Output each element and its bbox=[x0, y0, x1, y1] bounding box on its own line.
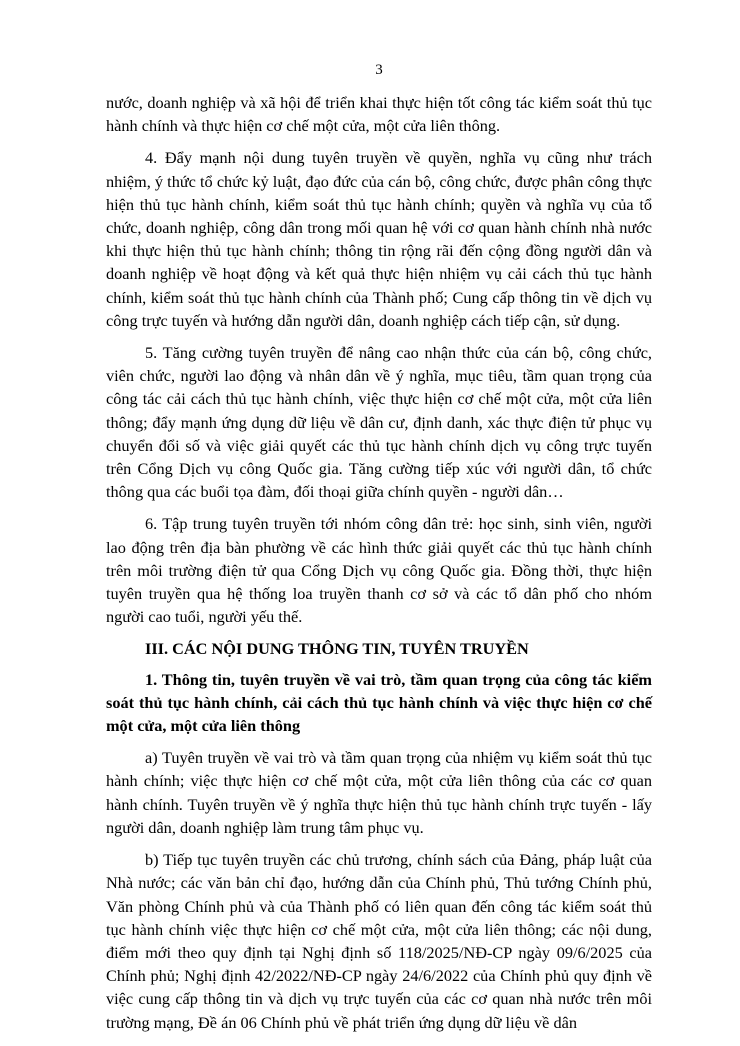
page-number: 3 bbox=[375, 62, 383, 78]
paragraph-item-6: 6. Tập trung tuyên truyền tới nhóm công dân trẻ: học sinh, sinh viên, người lao động trên địa bàn phường về các hình thức giải quyết các thủ tục hành chính trên môi trường điện tử qua Cổng Dịch vụ công Quốc gia. Đồng thời, thực hiện tuyên truyền qua hệ thống loa truyền thanh cơ sở và các tổ dân phố cho nhóm người cao tuổi, người yếu thế. bbox=[106, 514, 652, 627]
paragraph-item-b: b) Tiếp tục tuyên truyền các chủ trương, chính sách của Đảng, pháp luật của Nhà nước; các văn bản chỉ đạo, hướng dẫn của Chính phủ, Thủ tướng Chính phủ, Văn phòng Chính phủ và của Thành phố có liên quan đến công tác kiểm soát thủ tục hành chính việc thực hiện cơ chế một cửa, một cửa liên thông; các nội dung, điểm mới theo quy định tại Nghị định số 118/2025/NĐ-CP ngày 09/6/2025 của Chính phủ; Nghị định 42/2022/NĐ-CP ngày 24/6/2022 của Chính phủ quy định về việc cung cấp thông tin và dịch vụ trực tuyến của các cơ quan nhà nước trên môi trường mạng, Đề án 06 Chính phủ về phát triển ứng dụng dữ liệu về dân bbox=[106, 850, 652, 1032]
paragraph-item-5: 5. Tăng cường tuyên truyền để nâng cao nhận thức của cán bộ, công chức, viên chức, người lao động và nhân dân về ý nghĩa, mục tiêu, tầm quan trọng của công tác cải cách thủ tục hành chính, việc thực hiện cơ chế một cửa, một cửa liên thông; đẩy mạnh ứng dụng dữ liệu về dân cư, định danh, xác thực điện tử phục vụ chuyển đổi số và việc giải quyết các thủ tục hành chính dịch vụ công trực tuyến trên Cổng Dịch vụ công Quốc gia. Tăng cường tiếp xúc với người dân, tổ chức thông qua các buổi tọa đàm, đối thoại giữa chính quyền - người dân… bbox=[106, 343, 652, 502]
paragraph-item-4: 4. Đẩy mạnh nội dung tuyên truyền về quyền, nghĩa vụ cũng như trách nhiệm, ý thức tổ chức kỷ luật, đạo đức của cán bộ, công chức, được phân công thực hiện thủ tục hành chính, kiểm soát thủ tục hành chính; quyền và nghĩa vụ của tổ chức, doanh nghiệp, công dân trong mối quan hệ với cơ quan hành chính nhà nước khi thực hiện thủ tục hành chính; thông tin rộng rãi đến cộng đồng người dân và doanh nghiệp về hoạt động và kết quả thực hiện nhiệm vụ cải cách thủ tục hành chính, kiểm soát thủ tục hành chính của Thành phố; Cung cấp thông tin về dịch vụ công trực tuyến và hướng dẫn người dân, doanh nghiệp cách tiếp cận, sử dụng. bbox=[106, 148, 652, 330]
paragraph-continuation: nước, doanh nghiệp và xã hội để triển khai thực hiện tốt công tác kiểm soát thủ tục hành chính và thực hiện cơ chế một cửa, một cửa liên thông. bbox=[106, 93, 652, 136]
subheading-1: 1. Thông tin, tuyên truyền về vai trò, tầm quan trọng của công tác kiểm soát thủ tục hành chính, cải cách thủ tục hành chính và việc thực hiện cơ chế một cửa, một cửa liên thông bbox=[106, 669, 652, 736]
section-heading-iii: III. CÁC NỘI DUNG THÔNG TIN, TUYÊN TRUYỀN bbox=[145, 639, 529, 659]
paragraph-item-a: a) Tuyên truyền về vai trò và tầm quan trọng của nhiệm vụ kiểm soát thủ tục hành chính; việc thực hiện cơ chế một cửa, một cửa liên thông của các cơ quan hành chính. Tuyên truyền về ý nghĩa thực hiện thủ tục hành chính trực tuyến - lấy người dân, doanh nghiệp làm trung tâm phục vụ. bbox=[106, 748, 652, 837]
